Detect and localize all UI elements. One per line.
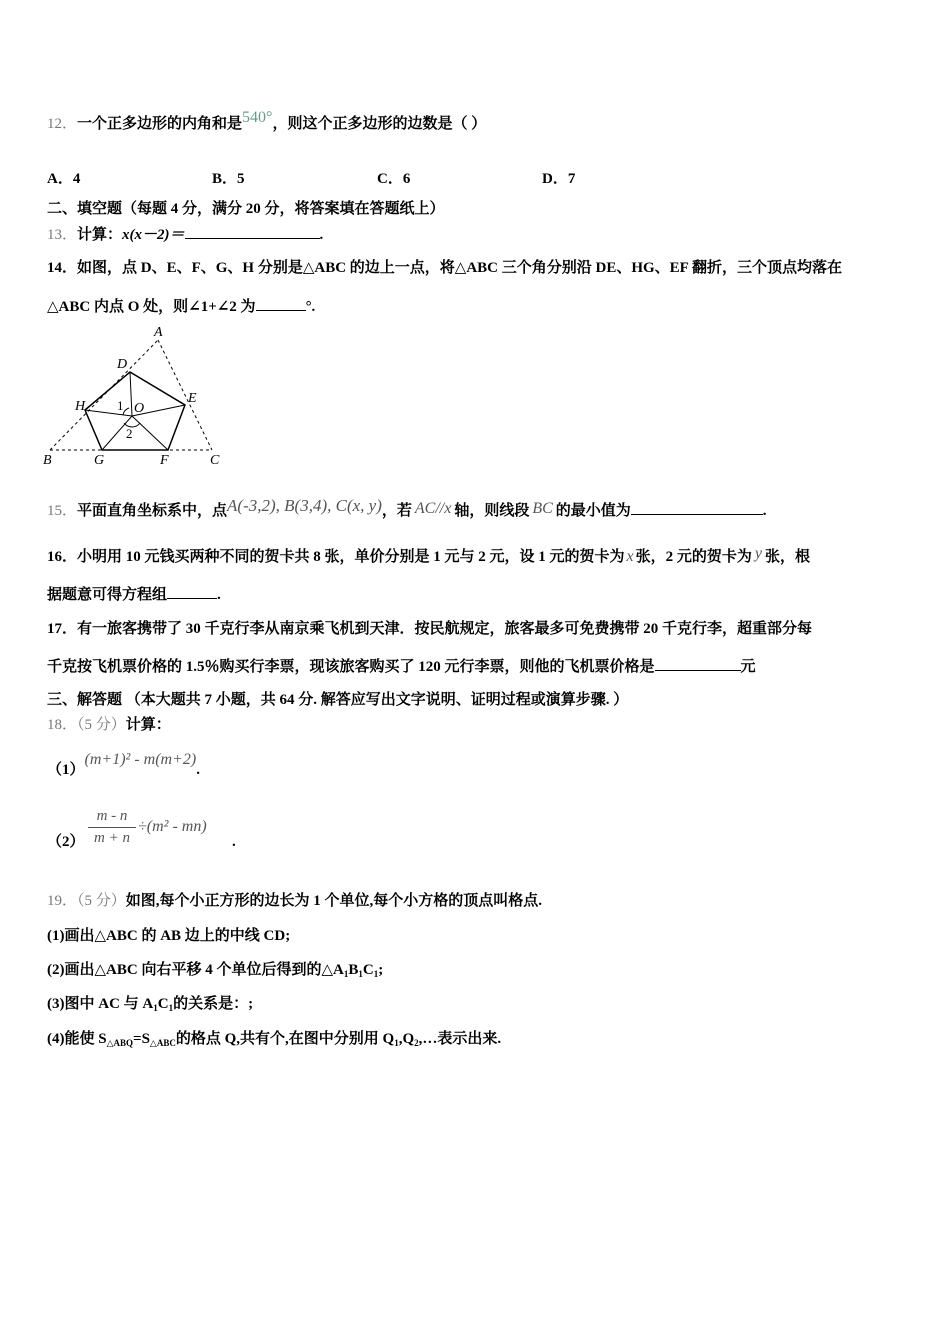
q18-part1-end: .: [196, 762, 200, 778]
q14-degree: °.: [305, 299, 316, 315]
q13-expression: x(x－2)＝: [122, 227, 185, 243]
q12-number: 12．: [47, 116, 78, 132]
q13-number: 13．: [47, 227, 78, 243]
q16-end: .: [217, 587, 221, 603]
q18-title: 计算：: [125, 717, 171, 733]
q18-part2-label: （2）: [47, 834, 85, 850]
q12-option-d: D．7: [542, 171, 576, 187]
q15-end: .: [762, 503, 767, 519]
q15-condition: AC//x: [414, 500, 452, 517]
label-b: B: [43, 453, 52, 468]
q17-line1: 17．有一旅客携带了 30 千克行李从南京乘飞机到天津．按民航规定，旅客最多可免费携带 20 千克行李，超重部分每: [47, 621, 813, 637]
q18-part2-divisor: ÷(m² - mn): [138, 818, 207, 835]
edge-ab: [50, 340, 158, 450]
q19-step2: (2)画出△ABC 向右平移 4 个单位后得到的$\triangle A_1B_1C_1$;: [47, 962, 384, 979]
label-e: E: [188, 391, 197, 406]
q18-fraction: [88, 808, 136, 847]
q19-step1: (1)画出△ABC 的 AB 边上的中线 CD;: [47, 928, 291, 944]
q12-option-a: A．4: [47, 171, 81, 187]
q18-part2: [47, 832, 85, 852]
q17-unit: 元: [740, 659, 756, 675]
q15-segment: BC: [532, 500, 553, 517]
q17-line2: [47, 656, 756, 677]
q18-part2-end: .: [232, 834, 236, 850]
q16-text-c: 张，根: [765, 549, 811, 565]
q15-line: [47, 496, 767, 521]
q15-answer-blank: [631, 500, 763, 515]
q15-points: A(-3,2), B(3,4), C(x, y): [227, 496, 382, 515]
q17-text: 千克按飞机票价格的 1.5％购买行李票，现该旅客购买了 120 元行李票，则他的飞机票价格是: [47, 659, 655, 675]
q13-end: .: [319, 227, 324, 243]
label-angle-1: 1: [117, 398, 124, 413]
q19-step4: (4)能使 $S_{\triangle ABQ}=S_{\triangle ABC}$的格点 Q,共有个,在图中分别用 $Q_1,Q_2,\dots$表示出来.: [47, 1031, 502, 1048]
q19-title: 如图,每个小正方形的边长为 1 个单位,每个小方格的顶点叫格点.: [125, 893, 543, 909]
q14-line1: 14．如图，点 D、E、F、G、H 分别是△ABC 的边上一点，将△ABC 三个角分别沿 DE、HG、EF 翻折，三个顶点均落在: [47, 260, 843, 276]
section2-heading: 二、填空题（每题 4 分，满分 20 分，将答案填在答题纸上）: [47, 201, 445, 217]
q14-triangle-figure: [40, 322, 240, 472]
q18-number: 18．（5 分）: [47, 717, 126, 733]
q12-option-b: B．5: [212, 171, 245, 187]
q19-step3: (3)图中 AC 与 $A_1C_1$的关系是：;: [47, 996, 254, 1013]
q19-step4-text: (4)能使 S: [47, 1031, 107, 1047]
q12-line: [47, 109, 487, 134]
q12-angle: 540°: [242, 109, 273, 126]
q19-heading: [47, 891, 542, 911]
q18-part1: [47, 751, 200, 780]
q16-text-b: 张，2 元的贺卡为: [635, 549, 752, 565]
q16-line1: [47, 547, 810, 567]
q18-heading: [47, 715, 171, 735]
q14-text: △ABC 内点 O 处，则∠1+∠2 为: [47, 299, 256, 315]
section3-heading: 三、解答题 （本大题共 7 小题，共 64 分. 解答应写出文字说明、证明过程或演算步骤. ）: [47, 692, 629, 708]
label-f: F: [160, 453, 169, 468]
q16-line2: [47, 584, 221, 605]
segment-fo: [132, 416, 168, 450]
label-h: H: [75, 399, 86, 414]
q18-denominator: m + n: [94, 830, 130, 846]
q16-answer-blank: [167, 584, 217, 599]
q19-number: 19．（5 分）: [47, 893, 126, 909]
q15-text-d: 的最小值为: [555, 503, 631, 519]
q16-text-d: 据题意可得方程组: [47, 587, 168, 603]
angle-1-arc: [123, 408, 129, 415]
q15-text-c: 轴，则线段: [454, 503, 530, 519]
q14-answer-blank: [256, 296, 306, 311]
label-g: G: [94, 453, 105, 468]
q19-step2-text: (2)画出△ABC 向右平移 4 个单位后得到的△A: [47, 962, 344, 978]
q15-number: 15．: [47, 503, 78, 519]
q13-label: 计算：: [77, 227, 123, 243]
label-angle-2: 2: [126, 426, 133, 441]
q18-part1-expression: (m+1)² - m(m+2): [84, 751, 197, 768]
q12-option-c: C．6: [377, 171, 411, 187]
q16-y: y: [754, 545, 762, 562]
q15-text-b: ，若: [381, 503, 412, 519]
q17-answer-blank: [655, 656, 741, 671]
q18-part1-label: （1）: [47, 762, 85, 778]
q12-text-2: ，则这个正多边形的边数是（ ）: [272, 116, 487, 132]
segment-do: [130, 372, 132, 416]
q16-text-a: 16．小明用 10 元钱买两种不同的贺卡共 8 张，单价分别是 1 元与 2 元，设 1 元的贺卡为: [47, 549, 625, 565]
label-o: O: [134, 401, 145, 416]
q13-line: [47, 224, 323, 245]
q18-numerator: m - n: [96, 808, 128, 824]
q15-text-a: 平面直角坐标系中，点: [77, 503, 228, 519]
q13-answer-blank: [185, 224, 320, 239]
q19-step3-text: (3)图中 AC 与 A: [47, 996, 154, 1012]
label-c: C: [210, 453, 220, 468]
q16-x: x: [626, 548, 634, 565]
label-a: A: [154, 325, 163, 340]
q12-text: 一个正多边形的内角和是: [77, 116, 243, 132]
q14-line2: [47, 296, 315, 317]
label-d: D: [117, 357, 128, 372]
edge-ac: [158, 340, 212, 450]
